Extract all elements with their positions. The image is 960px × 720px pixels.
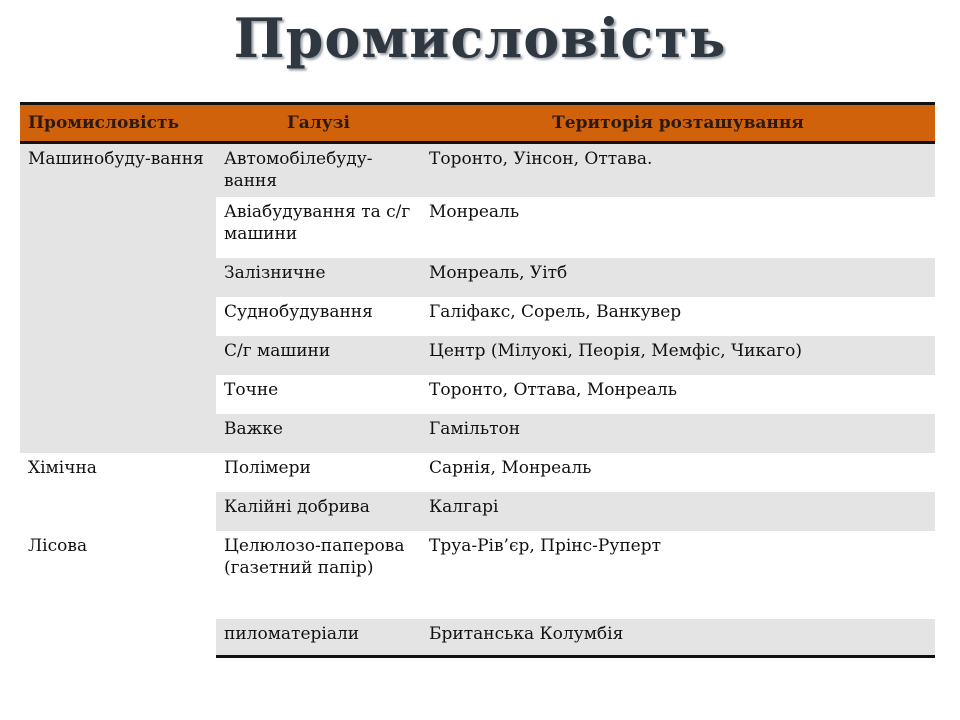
branch-cell: Калійні добрива (216, 492, 421, 531)
table-row (20, 453, 935, 492)
industry-table (20, 102, 935, 658)
territory-cell: Труа-Рів’єр, Прінс-Руперт (421, 531, 935, 619)
branch-cell: Важке (216, 414, 421, 453)
industry-cell: Машинобуду-вання (20, 143, 216, 453)
territory-cell: Центр (Мілуокі, Пеорія, Мемфіс, Чикаго) (421, 336, 935, 375)
header-branches: Галузі (216, 104, 421, 143)
header-industry: Промисловість (20, 104, 216, 143)
table-row (20, 531, 935, 619)
territory-cell: Британська Колумбія (421, 619, 935, 657)
header-territory: Територія розташування (421, 104, 935, 143)
industry-cell: Лісова (20, 531, 216, 657)
page-title: Промисловість (233, 6, 727, 70)
territory-cell: Галіфакс, Сорель, Ванкувер (421, 297, 935, 336)
branch-cell: Залізничне (216, 258, 421, 297)
branch-cell: Суднобудування (216, 297, 421, 336)
territory-cell: Торонто, Оттава, Монреаль (421, 375, 935, 414)
branch-cell: Автомобілебуду-вання (216, 143, 421, 197)
industry-cell: Хімічна (20, 453, 216, 531)
branch-cell: Полімери (216, 453, 421, 492)
territory-cell: Гамільтон (421, 414, 935, 453)
branch-cell: пиломатеріали (216, 619, 421, 657)
territory-cell: Монреаль (421, 197, 935, 258)
branch-cell: Авіабудування та с/г машини (216, 197, 421, 258)
branch-cell: Точне (216, 375, 421, 414)
territory-cell: Монреаль, Уітб (421, 258, 935, 297)
table-row (20, 143, 935, 197)
table-header-row (20, 104, 935, 143)
territory-cell: Сарнія, Монреаль (421, 453, 935, 492)
branch-cell: Целюлозо-паперова (газетний папір) (216, 531, 421, 619)
branch-cell: С/г машини (216, 336, 421, 375)
territory-cell: Торонто, Уінсон, Оттава. (421, 143, 935, 197)
territory-cell: Калгарі (421, 492, 935, 531)
